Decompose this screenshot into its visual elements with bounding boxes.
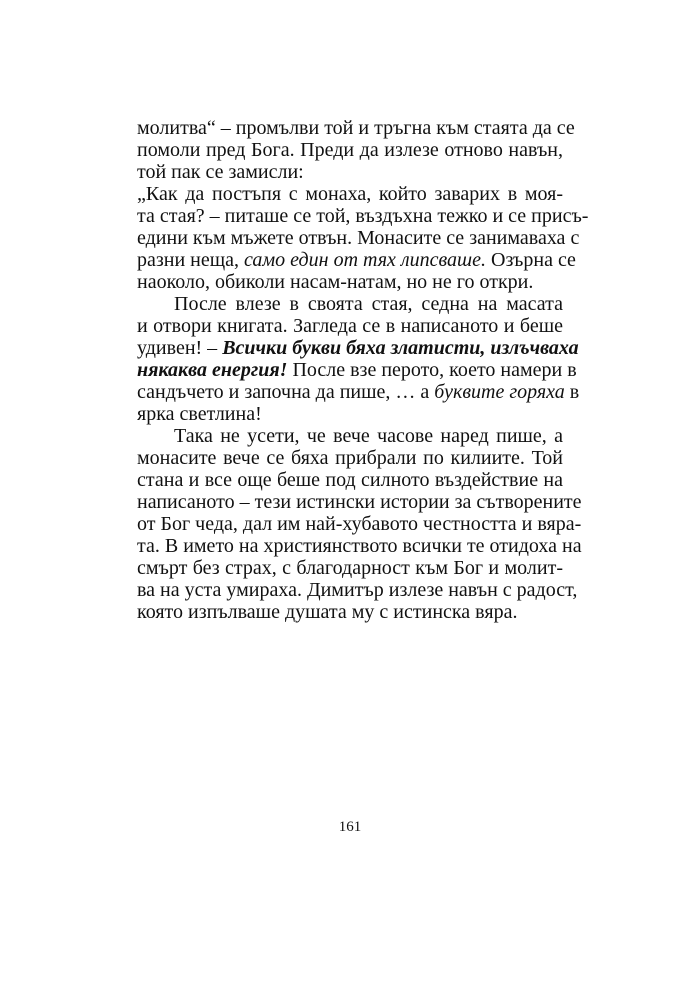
text-segment: от Бог чеда, дал им най-хубавото честността и вяра- bbox=[137, 513, 582, 535]
text-line bbox=[137, 535, 582, 557]
text-line bbox=[137, 491, 582, 513]
text-line bbox=[137, 139, 563, 161]
text-segment: монасите вече се бяха прибрали по килиите. Той bbox=[137, 447, 563, 469]
text-segment: ва на уста умираха. Димитър излезе навън с радост, bbox=[137, 579, 578, 601]
text-line bbox=[137, 293, 563, 315]
text-segment: После взе перото, което намери в bbox=[287, 359, 577, 381]
text-segment: та стая? – питаше се той, въздъхна тежко и се присъ- bbox=[137, 205, 589, 227]
text-line bbox=[137, 249, 576, 271]
text-line bbox=[137, 579, 578, 601]
text-segment: и отвори книгата. Загледа се в написаното и беше bbox=[137, 315, 563, 337]
text-segment: молитва“ – промълви той и тръгна към стаята да се bbox=[137, 117, 575, 139]
body-text bbox=[137, 117, 589, 623]
text-line bbox=[137, 337, 579, 359]
text-segment: която изпълваше душата му с истинска вяра. bbox=[137, 601, 518, 623]
text-line bbox=[137, 161, 563, 183]
text-segment: Така не усети, че вече часове наред пише, а bbox=[174, 425, 563, 447]
text-line bbox=[137, 447, 563, 469]
text-line bbox=[137, 425, 563, 447]
text-segment: Всички букви бяха златисти, излъчваха bbox=[222, 337, 579, 359]
text-line bbox=[137, 513, 582, 535]
text-line bbox=[137, 117, 575, 139]
text-segment: та. В името на християнството всички те отидоха на bbox=[137, 535, 582, 557]
text-segment: сандъчето и започна да пише, … а bbox=[137, 381, 435, 403]
text-line bbox=[137, 359, 577, 381]
text-line bbox=[137, 557, 563, 579]
text-line bbox=[137, 403, 563, 425]
text-segment: смърт без страх, с благодарност към Бог и молит- bbox=[137, 557, 563, 579]
text-segment: помоли пред Бога. Преди да излезе отново навън, bbox=[137, 139, 563, 161]
text-segment: в bbox=[564, 381, 580, 403]
text-line bbox=[137, 469, 563, 491]
text-line bbox=[137, 381, 580, 403]
text-segment: стана и все още беше под силното въздействие на bbox=[137, 469, 563, 491]
text-line bbox=[137, 601, 563, 623]
text-segment: удивен! – bbox=[137, 337, 223, 359]
text-segment: едини към мъжете отвън. Монасите се занимаваха с bbox=[137, 227, 580, 249]
text-segment: ярка светлина! bbox=[137, 403, 262, 425]
text-line bbox=[137, 227, 580, 249]
text-segment: той пак се замисли: bbox=[137, 161, 304, 183]
text-segment: само един от тях липсваше. bbox=[244, 249, 487, 271]
text-line bbox=[137, 183, 563, 205]
text-segment: написаното – тези истински истории за сътворените bbox=[137, 491, 582, 513]
text-segment: буквите горяха bbox=[434, 381, 565, 403]
page-number: 161 bbox=[338, 819, 362, 835]
text-segment: „Как да постъпя с монаха, който заварих в моя- bbox=[137, 183, 563, 205]
text-segment: наоколо, обиколи насам-натам, но не го откри. bbox=[137, 271, 534, 293]
text-segment: Озърна се bbox=[486, 249, 576, 271]
text-segment: някаква енергия! bbox=[137, 359, 288, 381]
text-line bbox=[137, 205, 589, 227]
text-segment: После влезе в своята стая, седна на масата bbox=[174, 293, 563, 315]
text-line bbox=[137, 271, 563, 293]
text-line bbox=[137, 315, 563, 337]
text-segment: разни неща, bbox=[137, 249, 245, 271]
